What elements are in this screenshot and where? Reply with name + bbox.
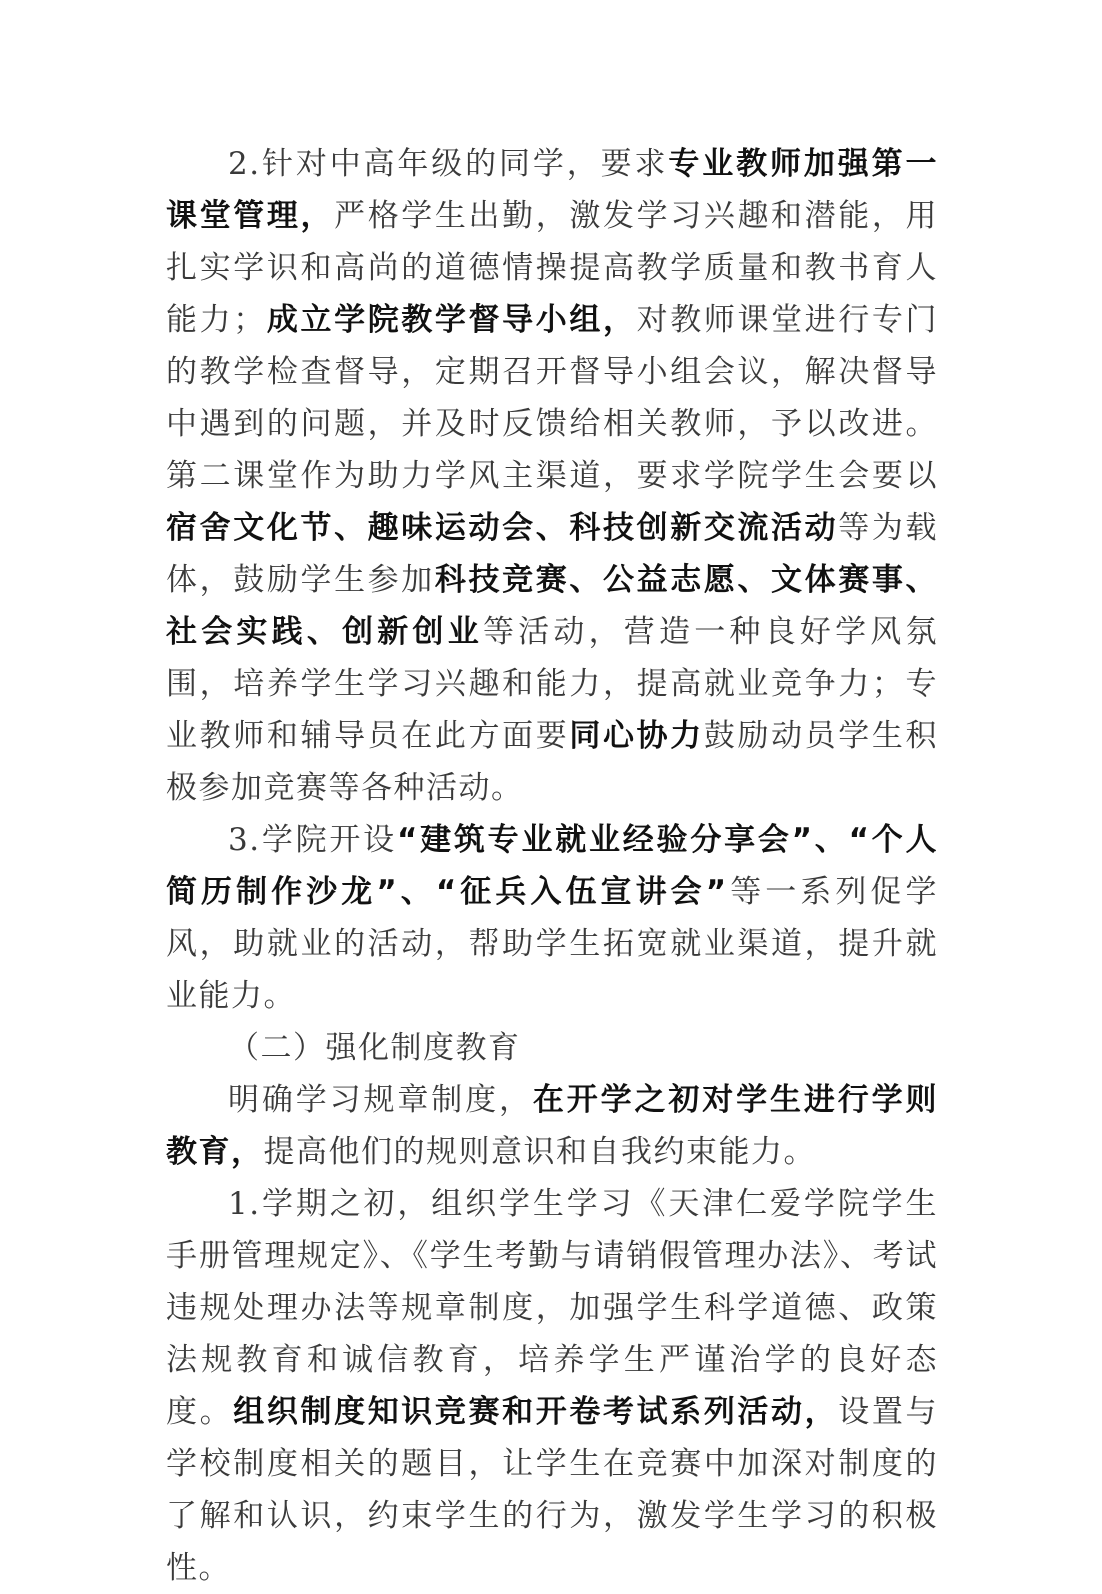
text: 2.针对中高年级的同学，要求 [228, 146, 669, 182]
emphasis: 专业教师加强第一课堂管理， [166, 146, 939, 234]
paragraph-employment-activities [166, 814, 938, 1022]
document-page [166, 138, 938, 1594]
text: 1.学期之初，组织学生学习《天津仁爱学院学生手册管理规定》、《学生考勤与请销假管理办法》、考试违规处理办法等规章制度，加强学生科学道德、政策法规教育和诚信教育，培养学生严谨治学的良好态度。 [166, 1186, 938, 1430]
emphasis: 同心协力 [569, 718, 704, 754]
text: 等活动，营造一种良好学风氛围，培养学生学习兴趣和能力，提高就业竞争力；专业教师和辅导员在此方面要 [166, 614, 939, 754]
paragraph-teaching-management [166, 138, 938, 814]
text: 等为载体，鼓励学生参加 [166, 510, 939, 598]
emphasis: 成立学院教学督导小组， [265, 302, 637, 338]
text: 严格学生出勤，激发学习兴趣和潜能，用扎实学识和高尚的道德情操提高教学质量和教书育人能力； [166, 198, 939, 338]
emphasis: 组织制度知识竞赛和开卷考试系列活动， [233, 1394, 839, 1430]
text: 等一系列促学风，助就业的活动，帮助学生拓宽就业渠道，提升就业能力。 [166, 874, 938, 1014]
paragraph-semester-start [166, 1178, 938, 1594]
emphasis: 科技竞赛、公益志愿、文体赛事、社会实践、创新创业 [166, 562, 939, 650]
section-heading: （二）强化制度教育 [228, 1030, 521, 1066]
emphasis: 在开学之初对学生进行学则教育， [166, 1082, 938, 1170]
text: 提高他们的规则意识和自我约束能力。 [263, 1134, 816, 1170]
emphasis: 宿舍文化节、趣味运动会、科技创新交流活动 [166, 510, 839, 546]
text: 设置与学校制度相关的题目，让学生在竞赛中加深对制度的了解和认识，约束学生的行为，激发学生学习的积极性。 [166, 1394, 939, 1586]
text: 鼓励动员学生积极参加竞赛等各种活动。 [166, 718, 939, 806]
paragraph-rules-education [166, 1074, 938, 1178]
emphasis: “建筑专业就业经验分享会”、“个人简历制作沙龙”、“征兵入伍宣讲会” [166, 822, 939, 910]
text: 明确学习规章制度， [228, 1082, 533, 1118]
text: 3.学院开设 [228, 822, 397, 858]
text: 对教师课堂进行专门的教学检查督导，定期召开督导小组会议，解决督导中遇到的问题，并及时反馈给相关教师，予以改进。第二课堂作为助力学风主渠道，要求学院学生会要以 [166, 302, 939, 494]
